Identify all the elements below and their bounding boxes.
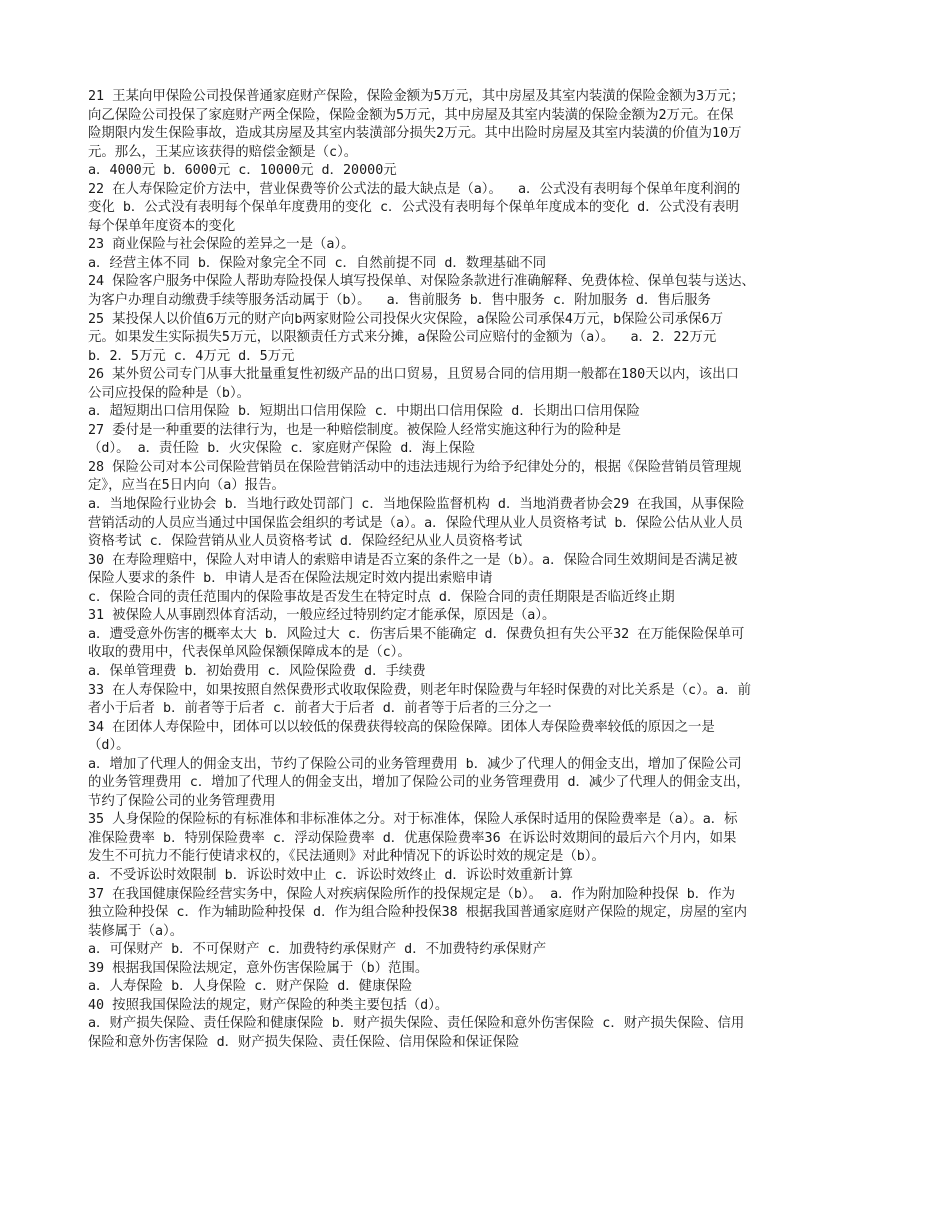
document-page <box>88 88 860 1071</box>
text-line-6: 22 在人寿保险定价方法中，营业保费等价公式法的最大缺点是（a）。 a．公式没有表明每个保单年度利润的 <box>88 181 741 197</box>
text-line-40: 35 人身保险的保险标的有标准体和非标准体之分。对于标准体，保险人承保时适用的保险费率是（a）。a．标 <box>88 812 738 828</box>
text-line-26: 30 在寿险理赔中，保险人对申请人的索赔申请是否立案的条件之一是（b）。a．保险合同生效期间是否满足被 <box>88 552 738 568</box>
text-line-35: 34 在团体人寿保险中，团体可以以较低的保费获得较高的保险保障。团体人寿保险费率较低的原因之一是 <box>88 719 715 735</box>
text-line-43: a．不受诉讼时效限制 b．诉讼时效中止 c．诉讼时效终止 d．诉讼时效重新计算 <box>88 867 573 883</box>
text-line-17: 公司应投保的险种是（b）。 <box>88 385 251 401</box>
text-line-12: 为客户办理自动缴费手续等服务活动属于（b）。 a．售前服务 b．售中服务 c．附加服务 d．售后服务 <box>88 293 711 309</box>
text-line-13: 25 某投保人以价值6万元的财产向b两家财险公司投保火灾保险，a保险公司承保4万元，b保险公司承保6万 <box>88 311 723 327</box>
text-line-11: 24 保险客户服务中保险人帮助寿险投保人填写投保单、对保险条款进行准确解释、免费体检、保单包装与送达、 <box>88 274 755 290</box>
text-line-42: 发生不可抗力不能行使请求权的，《民法通则》对此种情况下的诉讼时效的规定是（b）。 <box>88 849 605 865</box>
text-line-34: 者小于后者 b．前者等于后者 c．前者大于后者 d．前者等于后者的三分之一 <box>88 701 552 717</box>
text-line-31: 收取的费用中，代表保单风险保额保障成本的是（c）。 <box>88 645 411 661</box>
text-line-49: a．人寿保险 b．人身保险 c．财产保险 d．健康保险 <box>88 979 413 995</box>
text-line-44: 37 在我国健康保险经营实务中，保险人对疾病保险所作的投保规定是（b）。 a．作为附加险种投保 b．作为 <box>88 886 735 902</box>
text-line-9: 23 商业保险与社会保险的差异之一是（a）。 <box>88 237 355 253</box>
text-line-24: 营销活动的人员应当通过中国保监会组织的考试是（a）。a．保险代理从业人员资格考试 b．保险公估从业人员 <box>88 515 743 531</box>
text-line-18: a．超短期出口信用保险 b．短期出口信用保险 c．中期出口信用保险 d．长期出口信用保险 <box>88 404 640 420</box>
text-line-37: a．增加了代理人的佣金支出，节约了保险公司的业务管理费用 b．减少了代理人的佣金支出，增加了保险公司 <box>88 756 742 772</box>
text-line-21: 28 保险公司对本公司保险营销员在保险营销活动中的违法违规行为给予纪律处分的，根据《保险营销员管理规 <box>88 459 742 475</box>
text-line-41: 准保险费率 b．特别保险费率 c．浮动保险费率 d．优惠保险费率36 在诉讼时效期间的最后六个月内，如果 <box>88 830 737 846</box>
text-line-33: 33 在人寿保险中，如果按照自然保费形式收取保险费，则老年时保险费与年轻时保费的对比关系是（c）。a．前 <box>88 682 751 698</box>
text-line-19: 27 委付是一种重要的法律行为，也是一种赔偿制度。被保险人经常实施这种行为的险种是 <box>88 422 622 438</box>
text-line-14: 元。如果发生实际损失5万元，以限额责任方式来分摊，a保险公司应赔付的金额为（a）。 a．2．22万元 <box>88 330 717 346</box>
text-line-46: 装修属于（a）。 <box>88 923 184 939</box>
text-line-20: （d）。 a．责任险 b．火灾保险 c．家庭财产保险 d．海上保险 <box>88 441 476 457</box>
text-line-5: a．4000元 b．6000元 c．10000元 d．20000元 <box>88 163 397 179</box>
text-line-53 <box>88 1052 860 1071</box>
text-line-4: 元。那么，王某应该获得的赔偿金额是（c）。 <box>88 144 358 160</box>
text-line-52: 保险和意外伤害保险 d．财产损失保险、责任保险、信用保险和保证保险 <box>88 1034 520 1050</box>
text-line-45: 独立险种投保 c．作为辅助险种投保 d．作为组合险种投保38 根据我国普通家庭财产保险的规定，房屋的室内 <box>88 905 748 921</box>
text-line-25: 资格考试 c．保险营销从业人员资格考试 d．保险经纪从业人员资格考试 <box>88 534 522 550</box>
text-line-27: 保险人要求的条件 b．申请人是否在保险法规定时效内提出索赔申请 <box>88 571 493 587</box>
text-line-28: c．保险合同的责任范围内的保险事故是否发生在特定时点 d．保险合同的责任期限是否临近终止期 <box>88 589 675 605</box>
text-line-30: a．遭受意外伤害的概率太大 b．风险过大 c．伤害后果不能确定 d．保费负担有失公平32 在万能保险保单可 <box>88 626 745 642</box>
text-line-51: a．财产损失保险、责任保险和健康保险 b．财产损失保险、责任保险和意外伤害保险 c．财产损失保险、信用 <box>88 1016 745 1032</box>
text-line-23: a．当地保险行业协会 b．当地行政处罚部门 c．当地保险监督机构 d．当地消费者协会29 在我国，从事保险 <box>88 497 745 513</box>
text-line-3: 险期限内发生保险事故，造成其房屋及其室内装潢部分损失2万元。其中出险时房屋及其室内装潢的价值为10万 <box>88 126 742 142</box>
text-line-7: 变化 b．公式没有表明每个保单年度费用的变化 c．公式没有表明每个保单年度成本的变化 d．公式没有表明 <box>88 200 739 216</box>
text-line-1: 21 王某向甲保险公司投保普通家庭财产保险，保险金额为5万元，其中房屋及其室内装潢的保险金额为3万元； <box>88 89 745 104</box>
text-line-8: 每个保单年度资本的变化 <box>88 218 236 234</box>
text-line-15: b．2．5万元 c．4万元 d．5万元 <box>88 348 295 364</box>
text-line-36: （d）。 <box>88 738 130 754</box>
text-line-39: 节约了保险公司的业务管理费用 <box>88 793 276 809</box>
text-line-50: 40 按照我国保险法的规定，财产保险的种类主要包括（d）。 <box>88 997 449 1013</box>
text-line-2: 向乙保险公司投保了家庭财产两全保险，保险金额为5万元，其中房屋及其室内装潢的保险金额为2万元。在保 <box>88 107 734 123</box>
text-line-47: a．可保财产 b．不可保财产 c．加费特约承保财产 d．不加费特约承保财产 <box>88 942 547 958</box>
text-line-22: 定》，应当在5日内向（a）报告。 <box>88 478 285 494</box>
text-line-10: a．经营主体不同 b．保险对象完全不同 c．自然前提不同 d．数理基础不同 <box>88 255 547 271</box>
text-line-32: a．保单管理费 b．初始费用 c．风险保险费 d．手续费 <box>88 663 426 679</box>
text-line-38: 的业务管理费用 c．增加了代理人的佣金支出，增加了保险公司的业务管理费用 d．减少了代理人的佣金支出， <box>88 775 750 791</box>
text-line-48: 39 根据我国保险法规定，意外伤害保险属于（b）范围。 <box>88 960 429 976</box>
text-line-16: 26 某外贸公司专门从事大批量重复性初级产品的出口贸易，且贸易合同的信用期一般都在180天以内，该出口 <box>88 367 739 383</box>
text-line-29: 31 被保险人从事剧烈体育活动，一般应经过特别约定才能承保，原因是（a）。 <box>88 608 556 624</box>
